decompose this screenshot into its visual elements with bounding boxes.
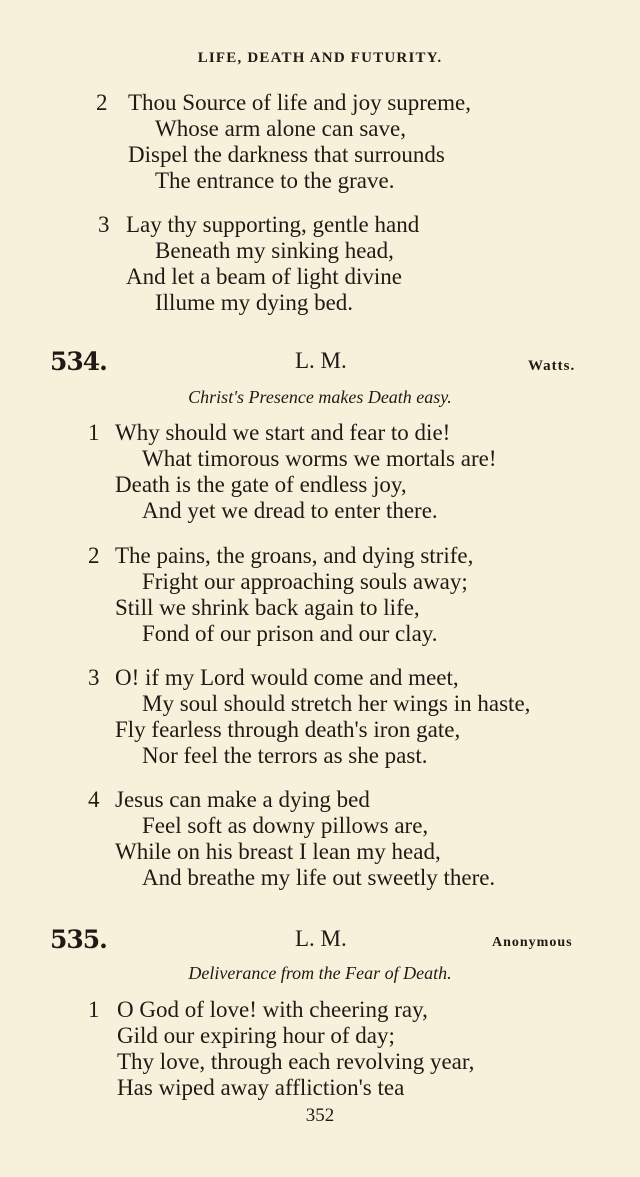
verse-line: Beneath my sinking head, (155, 238, 394, 263)
verse-line: My soul should stretch her wings in haste, (142, 691, 531, 716)
verse-line: The entrance to the grave. (155, 168, 395, 193)
verse-line: O! if my Lord would come and meet, (115, 665, 459, 690)
verse-line: Death is the gate of endless joy, (115, 472, 407, 497)
running-head: LIFE, DEATH AND FUTURITY. (197, 50, 443, 66)
hymn-author: Watts. (528, 358, 576, 374)
verse-line: Thou Source of life and joy supreme, (128, 90, 471, 115)
verse-line: Jesus can make a dying bed (115, 787, 370, 812)
verse-number: 1 (88, 420, 100, 445)
verse-line: What timorous worms we mortals are! (142, 446, 497, 471)
verse-line: Dispel the darkness that surrounds (128, 142, 445, 167)
hymn-subtitle: Deliverance from the Fear of Death. (188, 963, 452, 983)
page-number: 352 (305, 1105, 335, 1126)
verse-line: Fright our approaching souls away; (142, 569, 468, 594)
verse-number: 1 (88, 997, 100, 1022)
hymn-meter: L. M. (295, 926, 347, 951)
verse-line: Feel soft as downy pillows are, (142, 813, 429, 838)
verse-line: The pains, the groans, and dying strife, (115, 543, 474, 568)
verse-line: Illume my dying bed. (155, 290, 354, 315)
verse-number: 2 (96, 90, 108, 115)
verse-number: 3 (88, 665, 100, 690)
verse-line: Why should we start and fear to die! (115, 420, 451, 445)
verse-line: Whose arm alone can save, (155, 116, 406, 141)
verse-line: Fly fearless through death's iron gate, (115, 717, 461, 742)
verse-line: O God of love! with cheering ray, (117, 997, 428, 1022)
verse-line: And let a beam of light divine (126, 264, 402, 289)
verse-number: 4 (88, 787, 100, 812)
hymn-author: Anonymous (492, 935, 573, 950)
verse-line: Thy love, through each revolving year, (117, 1049, 475, 1074)
verse-line: And breathe my life out sweetly there. (142, 865, 496, 890)
verse-line: Has wiped away affliction's tea (117, 1075, 405, 1100)
verse-line: And yet we dread to enter there. (142, 498, 438, 523)
hymn-number: 534. (50, 347, 107, 376)
verse-line: Still we shrink back again to life, (115, 595, 420, 620)
verse-line: Lay thy supporting, gentle hand (126, 212, 420, 237)
verse-number: 2 (88, 543, 100, 568)
verse-line: While on his breast I lean my head, (115, 839, 441, 864)
verse-number: 3 (98, 212, 110, 237)
hymn-number: 535. (50, 925, 107, 954)
verse-line: Gild our expiring hour of day; (117, 1023, 395, 1048)
hymn-subtitle: Christ's Presence makes Death easy. (188, 387, 452, 407)
verse-line: Nor feel the terrors as she past. (142, 743, 428, 768)
verse-line: Fond of our prison and our clay. (142, 621, 438, 646)
hymn-meter: L. M. (295, 348, 347, 373)
